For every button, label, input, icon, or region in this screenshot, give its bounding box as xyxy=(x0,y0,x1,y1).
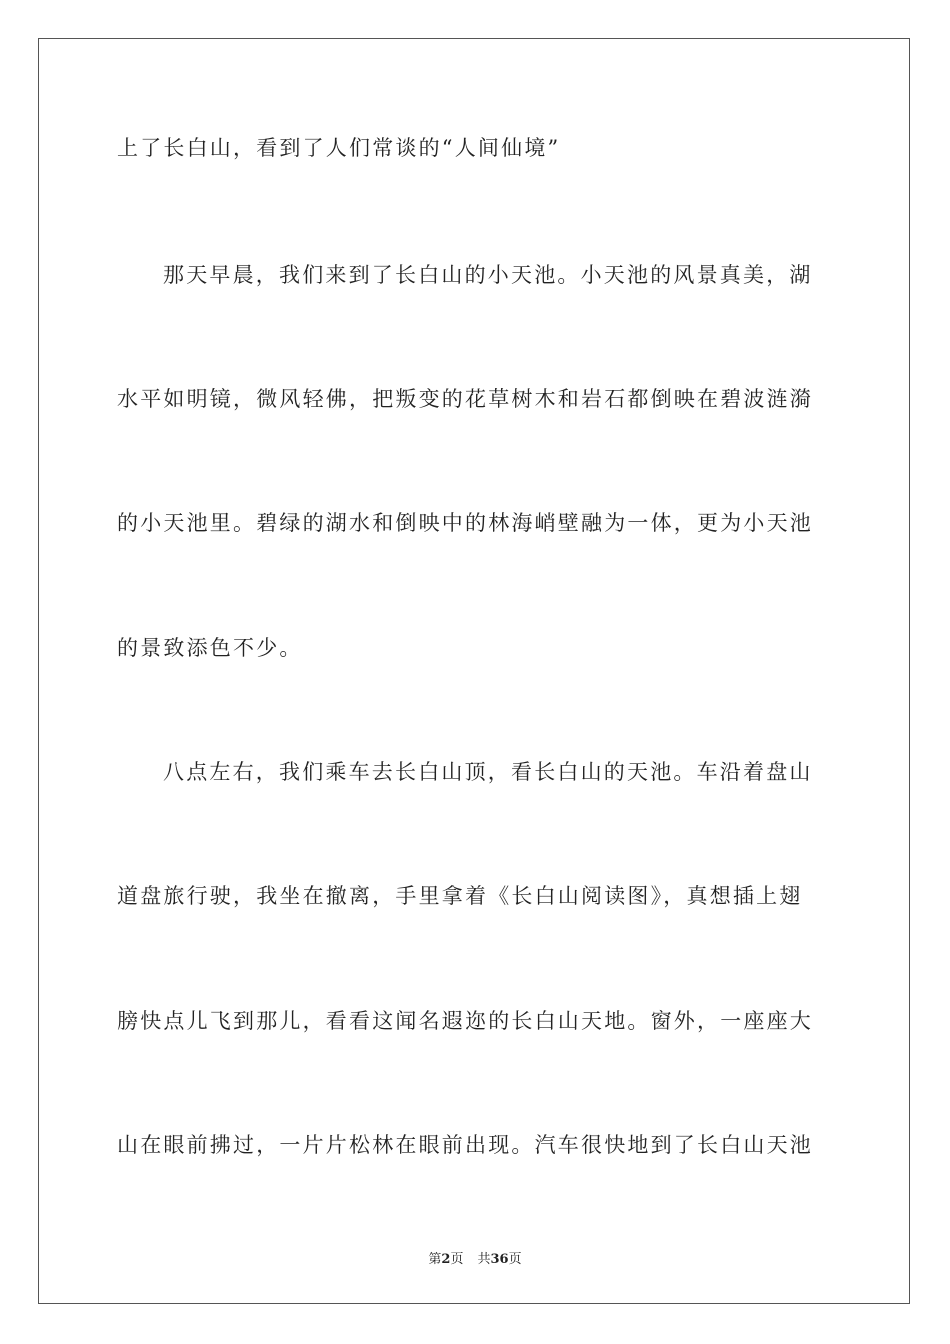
page-border xyxy=(38,38,910,1304)
paragraph-line: 道盘旅行驶，我坐在撤离，手里拿着《长白山阅读图》，真想插上翅 xyxy=(117,884,803,908)
paragraph-line: 山在眼前拂过，一片片松林在眼前出现。汽车很快地到了长白山天池 xyxy=(117,1133,813,1157)
paragraph-line: 上了长白山，看到了人们常谈的“人间仙境” xyxy=(117,136,561,160)
page-prefix: 第 xyxy=(428,1252,442,1267)
paragraph-line: 那天早晨，我们来到了长白山的小天池。小天池的风景真美，湖 xyxy=(163,263,813,287)
paragraph-line: 八点左右，我们乘车去长白山顶，看长白山的天池。车沿着盘山 xyxy=(163,760,813,784)
paragraph-line: 的景致添色不少。 xyxy=(117,636,303,660)
page-footer xyxy=(0,1248,950,1267)
paragraph-line: 膀快点儿飞到那儿，看看这闻名遐迩的长白山天地。窗外，一座座大 xyxy=(117,1009,813,1033)
paragraph-line: 水平如明镜，微风轻佛，把叛变的花草树木和岩石都倒映在碧波涟漪 xyxy=(117,387,813,411)
page-suffix: 页 xyxy=(450,1252,464,1267)
total-pages: 36 xyxy=(490,1252,509,1267)
total-suffix: 页 xyxy=(508,1252,522,1267)
total-prefix: 共 xyxy=(477,1252,491,1267)
paragraph-line: 的小天池里。碧绿的湖水和倒映中的林海峭壁融为一体，更为小天池 xyxy=(117,511,813,535)
page-number: 2 xyxy=(441,1252,451,1267)
